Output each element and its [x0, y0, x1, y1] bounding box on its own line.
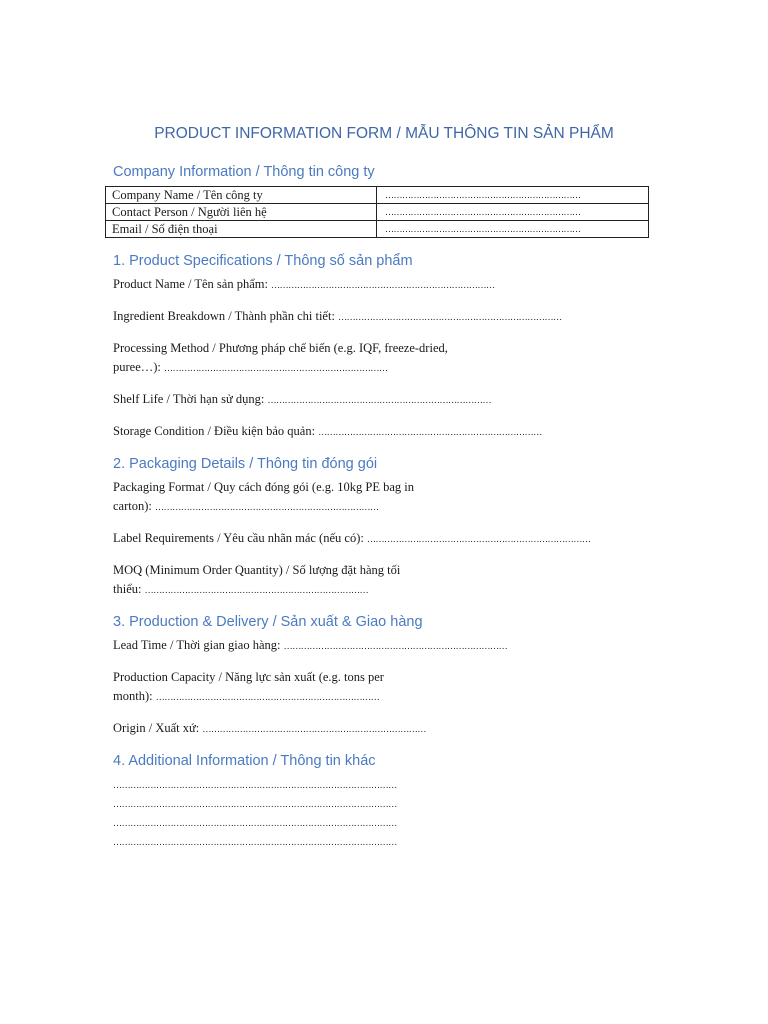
- shelf-life-row: [113, 390, 491, 410]
- origin-label: Origin / Xuất xứ:: [113, 721, 200, 735]
- storage-field[interactable]: ……………………………………………………………………: [318, 427, 542, 437]
- product-name-field[interactable]: ……………………………………………………………………: [271, 280, 495, 290]
- capacity-row: [113, 687, 379, 707]
- company-name-label: Company Name / Tên công ty: [106, 187, 377, 204]
- company-info-table: [105, 186, 649, 238]
- ingredient-label: Ingredient Breakdown / Thành phần chi tiết:: [113, 309, 335, 323]
- packaging-format-label: Packaging Format / Quy cách đóng gói (e.g. 10kg PE bag in: [113, 480, 414, 494]
- table-row: [106, 221, 649, 238]
- additional-info-line[interactable]: ………………………………………………………………………………………: [113, 818, 397, 828]
- company-name-field[interactable]: ……………………………………………………………: [377, 187, 649, 204]
- contact-person-field[interactable]: ……………………………………………………………: [377, 204, 649, 221]
- lead-time-label: Lead Time / Thời gian giao hàng:: [113, 638, 281, 652]
- label-requirements-row: [113, 529, 591, 549]
- processing-method-label: Processing Method / Phương pháp chế biến (e.g. IQF, freeze-dried,: [113, 341, 448, 355]
- packaging-label-cont: carton):: [113, 499, 152, 513]
- origin-row: [113, 719, 426, 739]
- product-name-label: Product Name / Tên sản phẩm:: [113, 277, 268, 291]
- processing-method-field[interactable]: ……………………………………………………………………: [164, 363, 388, 373]
- company-heading: Company Information / Thông tin công ty: [113, 164, 375, 180]
- production-capacity-label: Production Capacity / Năng lực sản xuất (e.g. tons per: [113, 670, 384, 684]
- production-capacity-field[interactable]: ……………………………………………………………………: [155, 692, 380, 702]
- label-requirements-label: Label Requirements / Yêu cầu nhãn mác (nếu có):: [113, 531, 364, 545]
- lead-time-row: [113, 636, 507, 656]
- label-requirements-field[interactable]: ……………………………………………………………………: [366, 534, 591, 544]
- origin-field[interactable]: ……………………………………………………………………: [202, 724, 427, 734]
- ingredient-row: [113, 307, 562, 327]
- email-phone-field[interactable]: ……………………………………………………………: [377, 221, 649, 238]
- storage-row: [113, 422, 542, 442]
- shelf-life-label: Shelf Life / Thời hạn sử dụng:: [113, 392, 265, 406]
- additional-info-line[interactable]: ………………………………………………………………………………………: [113, 799, 397, 809]
- section3-heading: 3. Production & Delivery / Sản xuất & Giao hàng: [113, 614, 423, 630]
- email-phone-label: Email / Số điện thoại: [106, 221, 377, 238]
- moq-label-cont: thiểu:: [113, 582, 142, 596]
- lead-time-field[interactable]: ……………………………………………………………………: [283, 641, 508, 651]
- moq-row: [113, 580, 368, 600]
- form-title: PRODUCT INFORMATION FORM / MẪU THÔNG TIN SẢN PHẨM: [154, 125, 614, 142]
- additional-info-line[interactable]: ………………………………………………………………………………………: [113, 837, 397, 847]
- storage-label: Storage Condition / Điều kiện bảo quản:: [113, 424, 316, 438]
- additional-info-line[interactable]: ………………………………………………………………………………………: [113, 780, 397, 790]
- product-name-row: [113, 275, 495, 295]
- packaging-row: [113, 497, 379, 517]
- capacity-label-cont: month):: [113, 689, 153, 703]
- shelf-life-field[interactable]: ……………………………………………………………………: [267, 395, 492, 405]
- section2-heading: 2. Packaging Details / Thông tin đóng gói: [113, 456, 378, 472]
- processing-label-cont: puree…):: [113, 360, 161, 374]
- packaging-format-field[interactable]: ……………………………………………………………………: [155, 502, 379, 512]
- contact-person-label: Contact Person / Người liên hệ: [106, 204, 377, 221]
- table-row: [106, 204, 649, 221]
- moq-field[interactable]: ……………………………………………………………………: [144, 585, 369, 595]
- ingredient-field[interactable]: ……………………………………………………………………: [338, 312, 562, 322]
- processing-row: [113, 358, 388, 378]
- section4-heading: 4. Additional Information / Thông tin khác: [113, 753, 376, 769]
- moq-label: MOQ (Minimum Order Quantity) / Số lượng đặt hàng tối: [113, 563, 401, 577]
- table-row: [106, 187, 649, 204]
- section1-heading: 1. Product Specifications / Thông số sản phẩm: [113, 253, 413, 269]
